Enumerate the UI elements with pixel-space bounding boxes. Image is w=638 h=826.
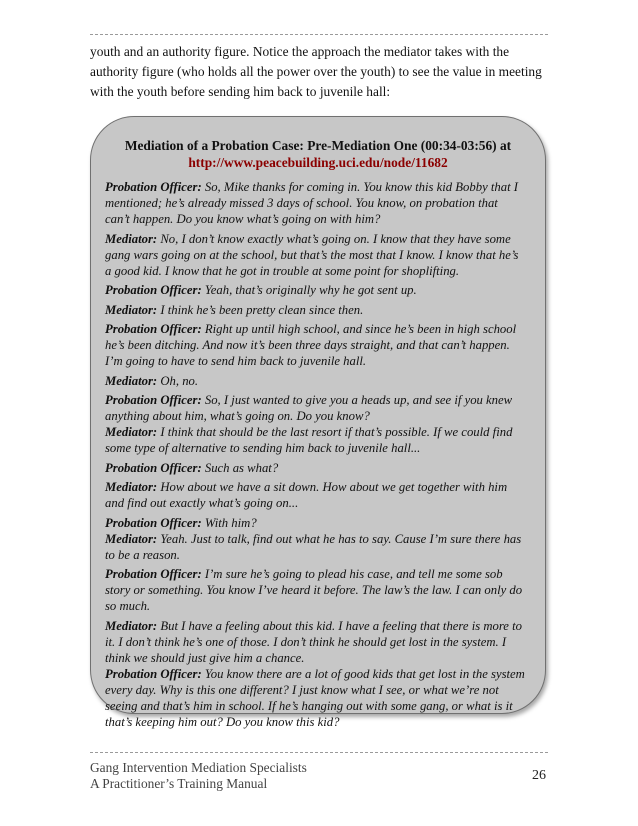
dialogue-text: How about we have a sit down. How about we get together with him and find out exactly what’s going on... [105,480,508,510]
speaker-label: Mediator: [105,302,158,317]
footer-title: Gang Intervention Mediation Specialists [90,760,307,775]
intro-paragraph: youth and an authority figure. Notice the approach the mediator takes with the authority figure (who holds all the power over the youth) to see the value in meeting with the youth before sending him back to juvenile hall: [90,44,542,99]
callout-title [118,137,518,171]
dialogue-turn [105,531,525,563]
dialogue-turn [105,321,525,369]
dialogue-text: Such as what? [201,460,279,475]
dialogue-text: But I have a feeling about this kid. I have a feeling that there is more to it. I don’t think he’s one of those. I don’t think he should get lost in the system. I think we should just give him a chance. [105,618,522,665]
dialogue-text: Right up until high school, and since he’s been in high school he’s been ditching. And now it’s been three days straight, and that can’t happen. I’m going to have to send him back to juvenile hall. [105,322,517,368]
dialogue-turn [105,566,525,614]
dialogue-turn [105,479,525,511]
speaker-label: Probation Officer: [105,567,202,581]
dialogue-text: I think that should be the last resort if that’s possible. If we could find some type of alternative to sending him back to juvenile hall... [105,425,513,455]
dialogue-transcript [105,179,525,733]
dialogue-text: Yeah. Just to talk, find out what he has to say. Cause I’m sure there has to be a reason. [105,531,522,562]
speaker-label: Probation Officer: [105,180,202,194]
dialogue-text: I’m sure he’s going to plead his case, and tell me some sob story or something. You know I’ve heard it before. The law’s the law. I can only do so much. [105,567,523,613]
dialogue-turn [105,179,525,227]
speaker-label: Probation Officer: [105,460,202,475]
speaker-label: Probation Officer: [105,322,202,336]
dialogue-text: I think he’s been pretty clean since then. [157,302,364,317]
speaker-label: Probation Officer: [105,283,202,297]
dialogue-turn [105,392,525,424]
dialogue-turn [105,618,525,666]
dialogue-turn [105,373,525,389]
speaker-label: Probation Officer: [105,666,202,681]
dialogue-text: Yeah, that’s originally why he got sent up. [201,283,417,297]
speaker-label: Probation Officer: [105,393,202,407]
dialogue-text: You know there are a lot of good kids that get lost in the system every day. Why is this one different? I just know what I see, or what we’re not seeing and that’s him in school. If he’s hanging out with some gang, or what is it that’s keeping him out? Do you know this kid? [105,666,525,729]
footer-subtitle: A Practitioner’s Training Manual [90,776,268,791]
dialogue-turn [105,424,525,456]
page-number: 26 [532,768,546,783]
speaker-label: Mediator: [105,231,158,246]
callout-heading: Mediation of a Probation Case: Pre-Mediation One (00:34-03:56) at [124,138,512,153]
speaker-label: Mediator: [105,618,158,633]
dialogue-text: No, I don’t know exactly what’s going on. I know that they have some gang wars going on at the school, but that’s the most that I know. I know that he’s a good kid. I know that he got in trouble at some point for shoplifting. [105,231,519,278]
dialogue-turn [105,460,525,476]
dialogue-turn [105,302,525,318]
speaker-label: Probation Officer: [105,515,202,530]
speaker-label: Mediator: [105,531,158,546]
dialogue-turn [105,282,525,298]
dialogue-text: So, I just wanted to give you a heads up, and see if you knew anything about him, what’s going on. Do you know? [105,393,513,423]
speaker-label: Mediator: [105,373,158,388]
dialogue-turn [105,231,525,279]
dialogue-turn [105,666,525,730]
dialogue-text: So, Mike thanks for coming in. You know this kid Bobby that I mentioned; he’s already missed 3 days of school. You know, on probation that can’t happen. Do you know what’s going on with him? [105,180,519,226]
dialogue-text: With him? [201,515,257,530]
speaker-label: Mediator: [105,425,158,439]
video-link[interactable]: http://www.peacebuilding.uci.edu/node/11682 [188,155,448,170]
footer-divider [90,752,548,753]
header-divider [90,34,548,35]
dialogue-text: Oh, no. [157,373,199,388]
speaker-label: Mediator: [105,480,158,494]
dialogue-turn [105,515,525,531]
